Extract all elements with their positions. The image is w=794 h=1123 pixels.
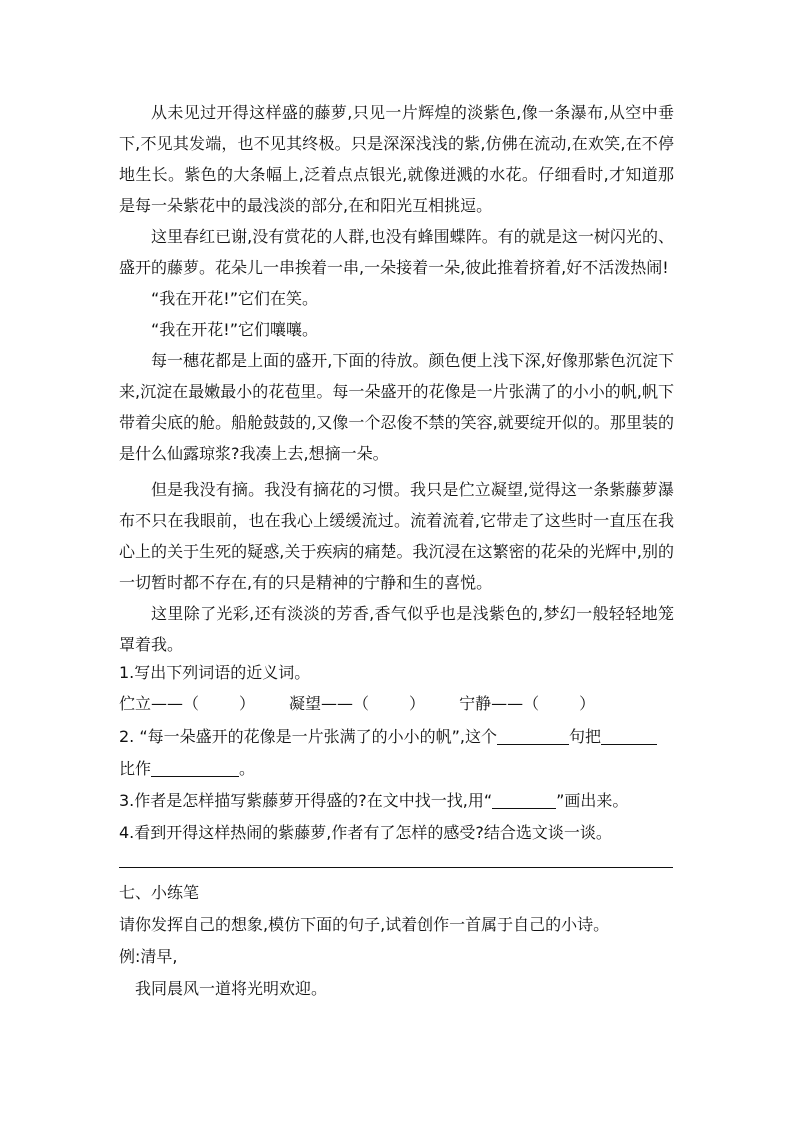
q2-text: 2. “每一朵盛开的花像是一片张满了的小小的帆”,这个	[119, 727, 498, 746]
q2-blank-2[interactable]	[601, 726, 657, 745]
q1-word-zhuli: 伫立——（	[119, 694, 200, 713]
q2-blank-3[interactable]	[151, 758, 239, 777]
section-7-heading: 七、小练笔	[119, 883, 200, 902]
q2-bizuo-text: 比作	[119, 759, 152, 778]
q1-word-ningjing: 宁静——（	[459, 694, 540, 713]
q1-close-paren-3: ）	[579, 694, 596, 713]
q1-word-ningwang: 凝望——（	[289, 694, 370, 713]
question-2-line-2	[119, 757, 255, 781]
question-1-words	[119, 692, 595, 716]
example-line: 我同晨风一道将光明欢迎。	[135, 979, 328, 998]
question-3	[119, 789, 628, 813]
question-2	[119, 725, 657, 749]
q2-period: 。	[239, 759, 256, 778]
passage-paragraph-6: 但是我没有摘。我没有摘花的习惯。我只是伫立凝望,觉得这一条紫藤萝瀑布不只在我眼前，也在我心上缓缓流过。流着流着,它带走了这些时一直压在我心上的关于生死的疑惑,关于疾病的痛楚。我沉浸在这繁密的花朵的光辉中,别的一切暂时都不存在,有的只是精神的宁静和生的喜悦。	[119, 480, 674, 592]
passage-paragraph-7: 这里除了光彩,还有淡淡的芳香,香气似乎也是浅紫色的,梦幻一般轻轻地笼罩着我。	[119, 604, 674, 654]
passage-paragraph-3: “我在开花!”它们在笑。	[151, 289, 318, 308]
question-1: 1.写出下列词语的近义词。	[119, 663, 311, 682]
answer-line[interactable]	[119, 867, 673, 868]
section-7-instruction: 请你发挥自己的想象,模仿下面的句子,试着创作一首属于自己的小诗。	[119, 915, 610, 934]
q1-close-paren-2: ）	[409, 694, 426, 713]
passage-paragraph-1: 从未见过开得这样盛的藤萝,只见一片辉煌的淡紫色,像一条瀑布,从空中垂下,不见其发端，也不见其终极。只是深深浅浅的紫,仿佛在流动,在欢笑,在不停地生长。紫色的大条幅上,泛着点点银光,就像迸溅的水花。仔细看时,才知道那是每一朵紫花中的最浅淡的部分,在和阳光互相挑逗。	[119, 103, 674, 215]
passage-paragraph-4: “我在开花!”它们嚷嚷。	[151, 320, 318, 339]
q3-underline-sample	[492, 790, 556, 809]
example-label: 例:清早,	[119, 947, 178, 966]
q3-suffix: ”画出来。	[556, 791, 629, 810]
q2-mid-text: 句把	[569, 727, 602, 746]
q3-text: 3.作者是怎样描写紫藤萝开得盛的?在文中找一找,用“	[119, 791, 493, 810]
passage-paragraph-2: 这里春红已谢,没有赏花的人群,也没有蜂围蝶阵。有的就是这一树闪光的、盛开的藤萝。花朵儿一串挨着一串,一朵接着一朵,彼此推着挤着,好不活泼热闹!	[119, 227, 674, 277]
q2-blank-1[interactable]	[497, 726, 569, 745]
q1-close-paren-1: ）	[239, 694, 256, 713]
question-4: 4.看到开得这样热闹的紫藤萝,作者有了怎样的感受?结合选文谈一谈。	[119, 823, 612, 842]
passage-paragraph-5: 每一穗花都是上面的盛开,下面的待放。颜色便上浅下深,好像那紫色沉淀下来,沉淀在最嫩最小的花苞里。每一朵盛开的花像是一片张满了的小小的帆,帆下带着尖底的舱。船舱鼓鼓的,又像一个忍俊不禁的笑容,就要绽开似的。那里装的是什么仙露琼浆?我凑上去,想摘一朵。	[119, 351, 674, 463]
